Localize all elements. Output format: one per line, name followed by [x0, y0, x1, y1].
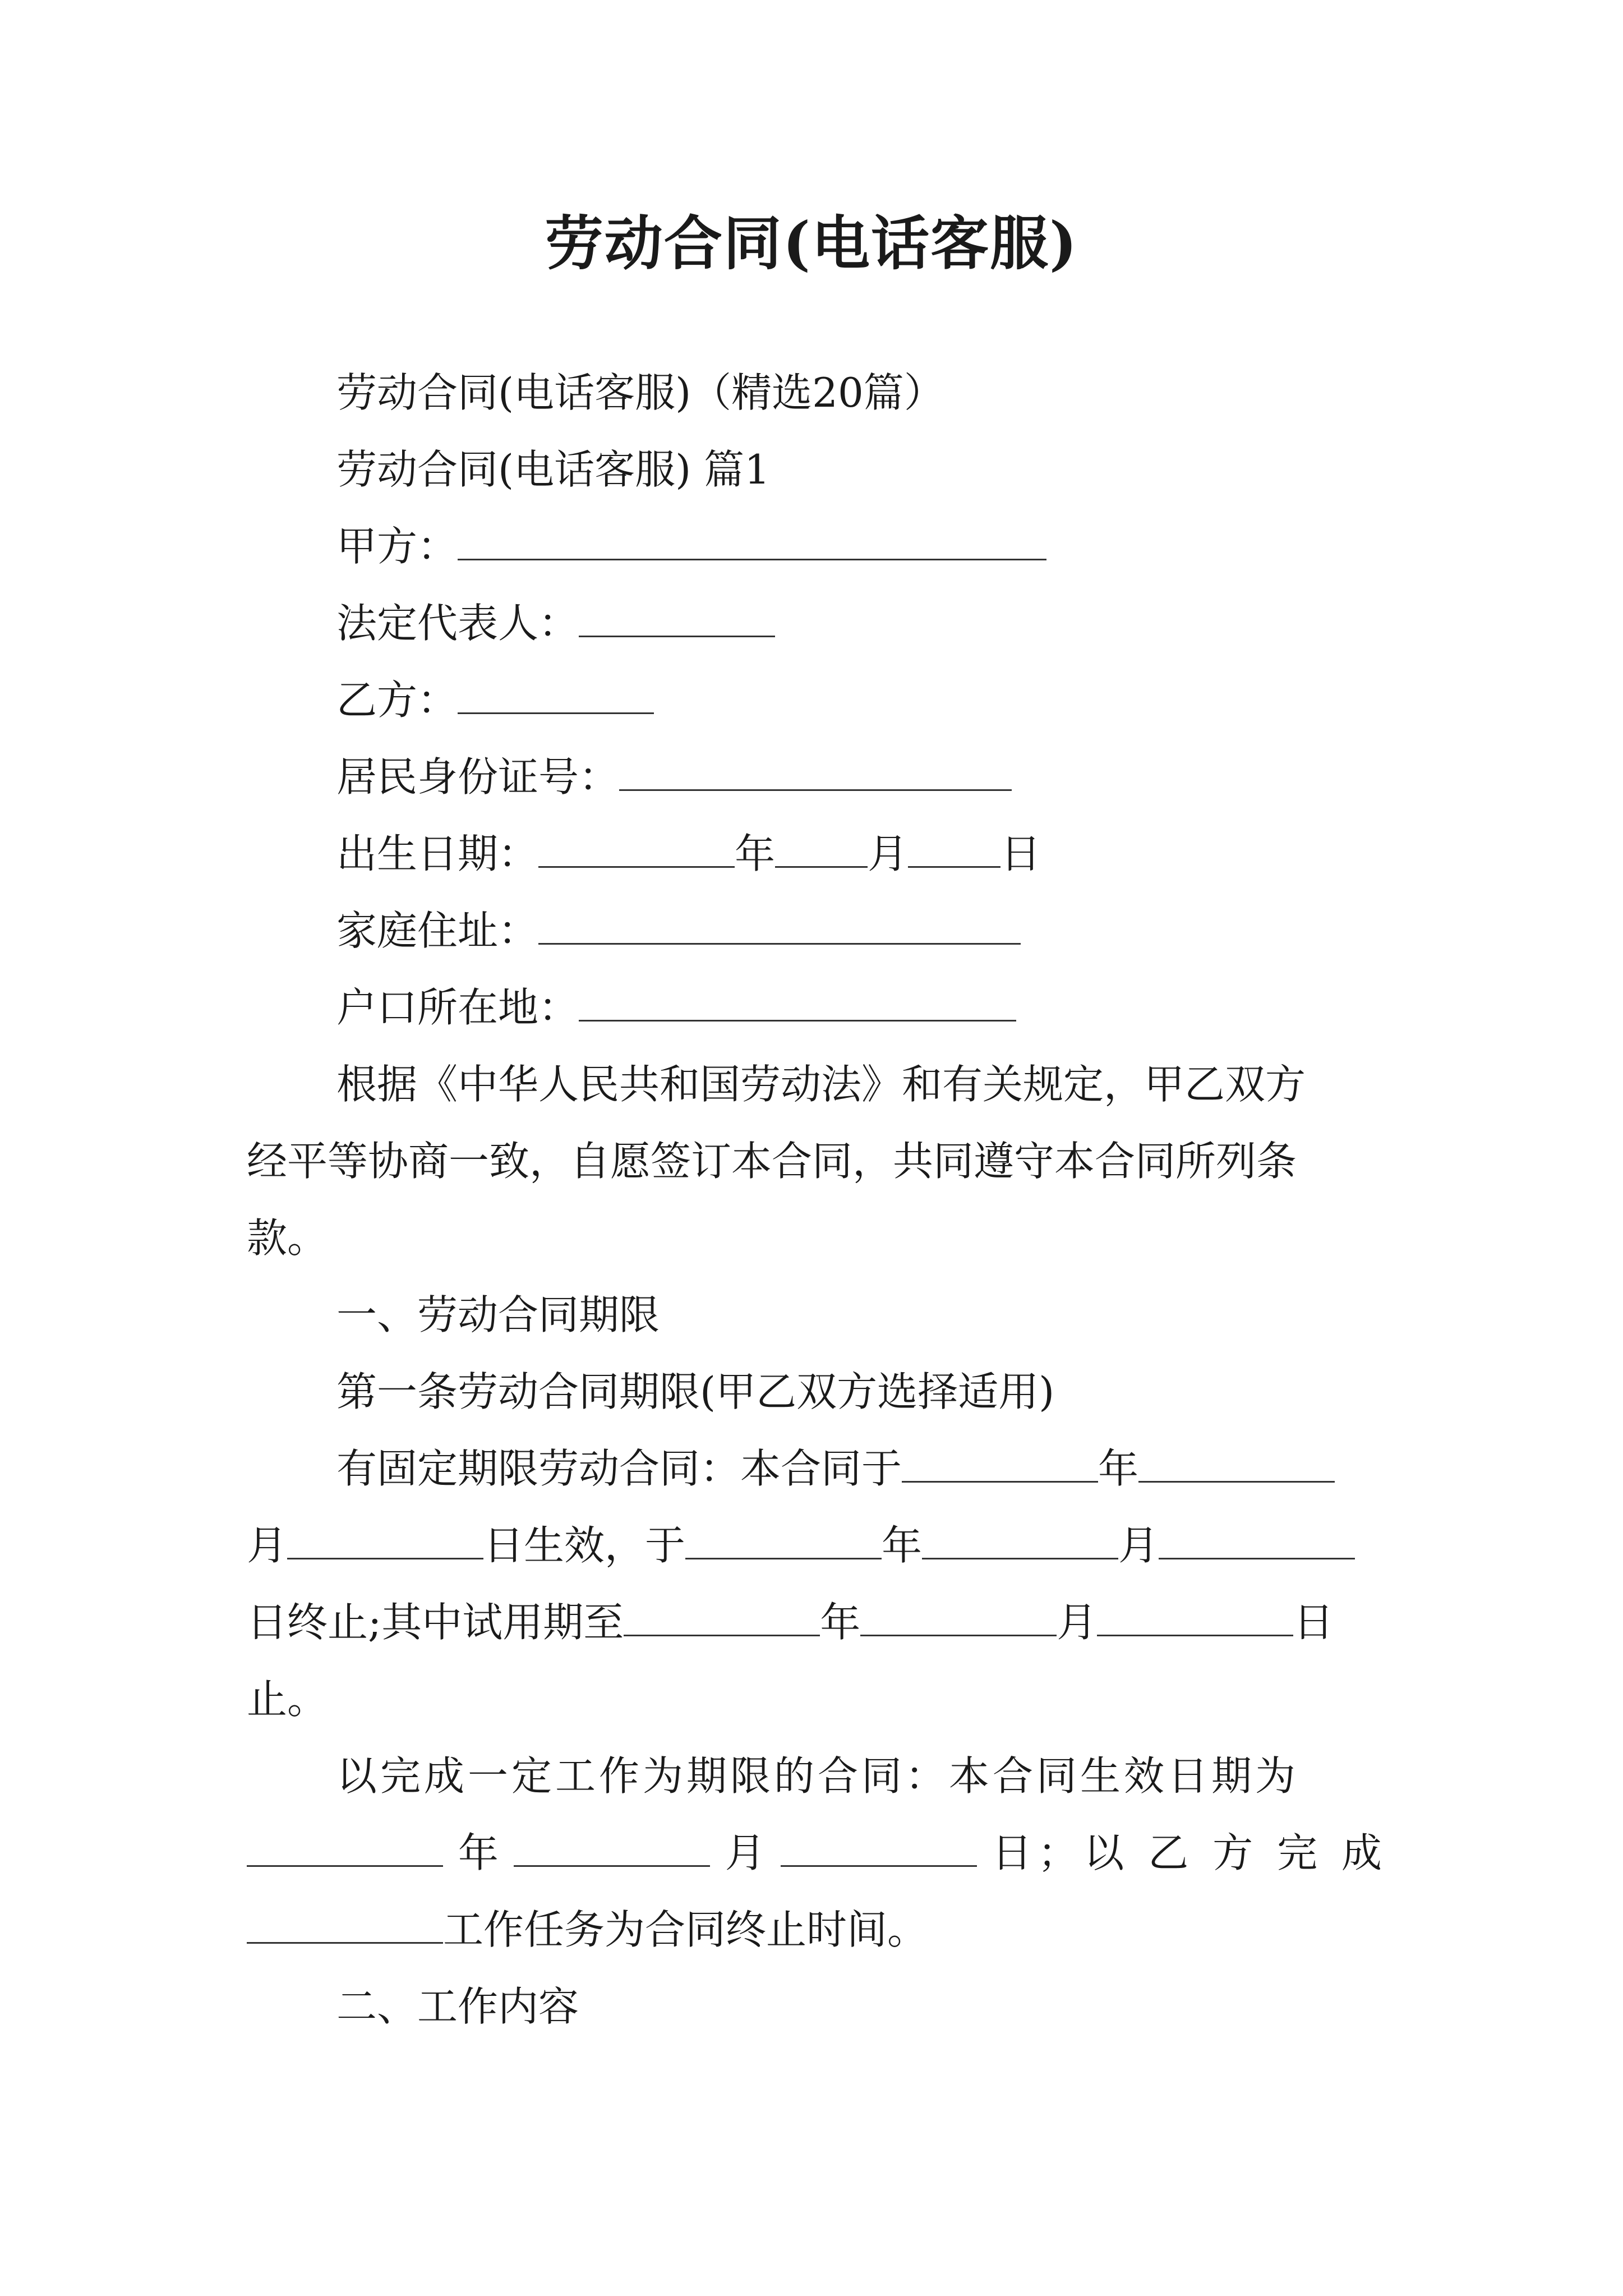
- fixed-term-row: [247, 1507, 1387, 1584]
- home-address-label: 家庭住址：: [336, 907, 539, 954]
- start-day-blank: [287, 1523, 483, 1559]
- party-b-label: 乙方：: [336, 677, 458, 724]
- hukou-blank: [579, 985, 1016, 1022]
- birth-date-row: [336, 816, 1387, 892]
- home-address-blank: [538, 908, 1021, 945]
- start-year-blank: [902, 1446, 1098, 1483]
- section-two-heading: [336, 1968, 1387, 2045]
- birth-date-label: 出生日期：: [336, 830, 539, 877]
- party-a-label: 甲方：: [336, 523, 458, 570]
- paragraph-line: [247, 1200, 1387, 1277]
- probation-day-blank: [1097, 1600, 1293, 1636]
- legal-rep-blank: [579, 601, 775, 637]
- end-year-blank: [685, 1523, 882, 1559]
- end-day-blank: [1159, 1523, 1355, 1559]
- document-title: 劳动合同(电话客服): [545, 209, 1078, 278]
- hukou-row: [336, 969, 1387, 1046]
- id-number-blank: [619, 754, 1012, 791]
- paragraph-line: [336, 1046, 1387, 1123]
- article-one-text: 第一条劳动合同期限(甲乙双方选择适用): [336, 1368, 1055, 1415]
- probation-month-blank: [860, 1600, 1057, 1636]
- day-label: 日: [1293, 1599, 1334, 1646]
- section-one-heading: [336, 1277, 1387, 1354]
- paragraph-text: 经平等协商一致，自愿签订本合同，共同遵守本合同所列条: [247, 1138, 1297, 1185]
- probation-year-blank: [624, 1600, 820, 1636]
- year-label: 年: [735, 830, 776, 877]
- party-b-row: [336, 662, 1387, 739]
- task-term-text: 以完成一定工作为期限的合同：本合同生效日期为: [336, 1752, 1299, 1800]
- task-year-blank: [247, 1830, 443, 1867]
- section-heading: [336, 431, 1387, 508]
- party-a-blank: [458, 524, 1046, 560]
- task-month-blank: [514, 1830, 710, 1867]
- subtitle-text: 劳动合同(电话客服)（精选20篇）: [336, 369, 944, 416]
- article-one-heading: [336, 1354, 1387, 1430]
- year-label: 年: [1098, 1445, 1139, 1492]
- paragraph-text: 款。: [247, 1214, 328, 1262]
- task-day-text: 日；以 乙 方 完 成: [992, 1829, 1387, 1876]
- year-label: 年: [820, 1599, 861, 1646]
- fixed-term-row: [336, 1430, 1387, 1507]
- month-label: 月: [247, 1522, 288, 1569]
- birth-year-blank: [538, 831, 735, 868]
- home-address-row: [336, 892, 1387, 969]
- legal-rep-row: [336, 585, 1387, 662]
- probation-end: [247, 1661, 1387, 1738]
- subtitle: [336, 355, 1387, 431]
- year-label: 年: [882, 1522, 923, 1569]
- task-date-row: [247, 1815, 1387, 1892]
- task-name-blank: [247, 1907, 443, 1944]
- stop-text: 止。: [247, 1676, 328, 1723]
- id-number-row: [336, 739, 1387, 816]
- section-heading-text: 劳动合同(电话客服) 篇1: [336, 446, 770, 493]
- day-label: 日: [1000, 830, 1041, 877]
- month-label: 月: [1057, 1599, 1098, 1646]
- task-day-blank: [781, 1830, 977, 1867]
- effective-text: 日生效，于: [483, 1522, 686, 1569]
- month-label: 月: [868, 830, 909, 877]
- section-two-text: 二、工作内容: [336, 1983, 579, 2030]
- probation-row: [247, 1584, 1387, 1661]
- end-month-blank: [922, 1523, 1118, 1559]
- task-end-text: 工作任务为合同终止时间。: [443, 1906, 928, 1953]
- year-label: 年: [458, 1829, 499, 1876]
- party-b-blank: [458, 678, 654, 714]
- start-month-blank: [1138, 1446, 1335, 1483]
- fixed-term-text: 有固定期限劳动合同：本合同于: [336, 1445, 902, 1492]
- task-term-row: [336, 1738, 1387, 1815]
- party-a-row: [336, 508, 1387, 585]
- birth-day-blank: [908, 831, 1000, 868]
- paragraph-line: [247, 1123, 1387, 1200]
- hukou-label: 户口所在地：: [336, 984, 579, 1031]
- month-label: 月: [1118, 1522, 1159, 1569]
- task-end-row: [247, 1892, 1387, 1968]
- section-one-text: 一、劳动合同期限: [336, 1291, 660, 1338]
- birth-month-blank: [775, 831, 868, 868]
- terminate-text: 日终止;其中试用期至: [247, 1599, 624, 1646]
- legal-rep-label: 法定代表人：: [336, 600, 579, 647]
- id-number-label: 居民身份证号：: [336, 753, 620, 800]
- paragraph-text: 根据《中华人民共和国劳动法》和有关规定，甲乙双方: [336, 1061, 1306, 1108]
- month-label: 月: [725, 1829, 766, 1876]
